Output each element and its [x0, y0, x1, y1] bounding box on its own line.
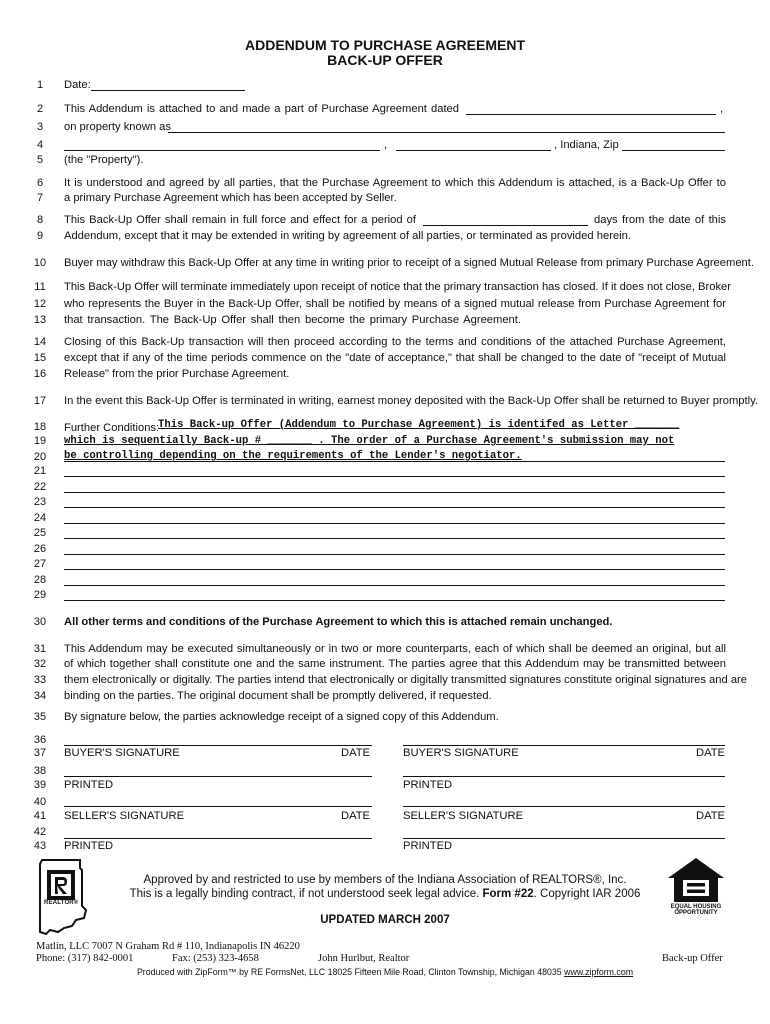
paragraph-line: It is understood and agreed by all parties, that the Purchase Agreement to which this Addendum is attached, is a Back-Up Offer to — [64, 177, 726, 189]
date-label: DATE — [341, 747, 371, 759]
comma: , — [720, 103, 724, 115]
paragraph-line: Closing of this Back-Up transaction will then proceed according to the terms and conditions of the attached Purchase Agreement, — [64, 336, 726, 348]
paragraph-line: This Back-Up Offer will terminate immediately upon receipt of notice that the primary transaction has closed. If it does not close, Broker — [64, 281, 731, 293]
line-number: 13 — [33, 314, 47, 326]
updated-date: UPDATED MARCH 2007 — [320, 914, 450, 926]
line-number: 38 — [33, 765, 47, 777]
condition-line[interactable] — [64, 585, 725, 586]
paragraph-line: In the event this Back-Up Offer is terminated in writing, earnest money deposited with the Back-Up Offer shall be returned to Buyer promptly. — [64, 395, 758, 407]
paragraph-line: This Addendum may be executed simultaneously or in two or more counterparts, each of which shall be deemed an original, but all — [64, 643, 726, 655]
property-label: on property known as — [64, 121, 171, 133]
line-number: 39 — [33, 779, 47, 791]
printed-label: PRINTED — [64, 779, 114, 791]
form-title: ADDENDUM TO PURCHASE AGREEMENT — [244, 37, 525, 53]
paragraph-line: except that if any of the time periods commence on the "date of acceptance," that shall be changed to the date of "receipt of Mutual — [64, 352, 726, 364]
further-conditions-text: be controlling depending on the requirements of the Lender's negotiator. — [64, 450, 522, 462]
further-conditions-text: which is sequentially Back-up # _______ . The order of a Purchase Agreement's submission may not — [64, 435, 675, 447]
paragraph-line: who represents the Buyer in the Back-Up Offer, shall be notified by means of a signed mutual release from Purchase Agreement for — [64, 298, 726, 310]
footer-fax: Fax: (253) 323-4658 — [172, 953, 259, 964]
property-definition: (the "Property"). — [64, 154, 144, 166]
buyer-printed-line[interactable] — [403, 776, 725, 777]
line-number: 20 — [33, 451, 47, 463]
printed-label: PRINTED — [64, 840, 114, 852]
paragraph-line: binding on the parties. The original document shall be promptly delivered, if requested. — [64, 690, 492, 702]
paragraph-line: of which together shall constitute one and the same instrument. The parties agree that this Addendum may be transmitted between — [64, 658, 726, 670]
produced-with-text: Produced with ZipForm™ by RE FormsNet, LLC 18025 Fifteen Mile Road, Clinton Township, Michigan 48035 — [136, 967, 562, 977]
line-number: 6 — [36, 177, 44, 189]
condition-line[interactable] — [64, 523, 725, 524]
condition-line[interactable] — [64, 569, 725, 570]
form-subtitle: BACK-UP OFFER — [327, 52, 443, 68]
paragraph-line: Buyer may withdraw this Back-Up Offer at any time in writing prior to receipt of a signed Mutual Release from primary Purchase Agreement. — [64, 257, 754, 269]
paragraph-line: a primary Purchase Agreement which has been accepted by Seller. — [64, 192, 397, 204]
footer-produced — [0, 967, 770, 977]
line-number: 8 — [36, 214, 44, 226]
paragraph-line: that transaction. The Back-Up Offer shall then become the primary Purchase Agreement. — [64, 314, 521, 326]
copyright-text: . Copyright IAR 2006 — [533, 888, 641, 900]
further-conditions-text: This Back-up Offer (Addendum to Purchase Agreement) is identifed as Letter _______ — [158, 419, 680, 431]
buyer-printed-line[interactable] — [64, 776, 372, 777]
printed-label: PRINTED — [403, 840, 453, 852]
line-number: 43 — [33, 840, 47, 852]
equal-housing-logo — [666, 856, 726, 918]
line-number: 26 — [33, 543, 47, 555]
equal-housing-text: OPPORTUNITY — [674, 910, 718, 916]
legal-advice-text: This is a legally binding contract, if not understood seek legal advice. — [129, 888, 480, 900]
paragraph-line: Addendum, except that it may be extended in writing by agreement of all parties, or terminated as provided herein. — [64, 230, 631, 242]
line-number: 3 — [36, 121, 44, 133]
condition-line[interactable] — [64, 507, 725, 508]
paragraph-line: Release" from the prior Purchase Agreement. — [64, 368, 290, 380]
line-number: 10 — [33, 257, 47, 269]
line-number: 35 — [33, 711, 47, 723]
line-number: 34 — [33, 690, 47, 702]
line-number: 17 — [33, 395, 47, 407]
terms-unchanged: All other terms and conditions of the Purchase Agreement to which this is attached remain unchanged. — [64, 616, 613, 628]
line-number: 12 — [33, 298, 47, 310]
line-number: 42 — [33, 826, 47, 838]
date-label: DATE — [341, 810, 371, 822]
line-number: 28 — [33, 574, 47, 586]
line-number: 29 — [33, 589, 47, 601]
seller-signature-label: SELLER'S SIGNATURE — [64, 810, 185, 822]
line-number: 40 — [33, 796, 47, 808]
line-number: 18 — [33, 421, 47, 433]
line-number: 11 — [34, 281, 46, 293]
line-number: 41 — [33, 810, 47, 822]
condition-line[interactable] — [64, 492, 725, 493]
line-number: 19 — [33, 435, 47, 447]
line-number: 9 — [36, 230, 44, 242]
condition-line[interactable] — [64, 538, 725, 539]
line-number: 7 — [36, 192, 44, 204]
line-number: 37 — [33, 747, 47, 759]
zipform-link[interactable]: www.zipform.com — [564, 967, 634, 977]
line-number: 25 — [33, 527, 47, 539]
seller-signature-line[interactable] — [64, 806, 372, 807]
equal-housing-text: EQUAL HOUSING — [670, 904, 722, 910]
date-field[interactable] — [91, 90, 245, 91]
zip-field[interactable] — [622, 150, 725, 151]
line-number: 14 — [33, 336, 47, 348]
comma: , — [384, 139, 388, 151]
indiana-zip-label: , Indiana, Zip — [554, 139, 619, 151]
indiana-realtor-logo — [36, 858, 92, 941]
line-number: 2 — [36, 103, 44, 115]
approval-line: Approved by and restricted to use by members of the Indiana Association of REALTORS®, Inc. — [143, 874, 627, 886]
condition-line[interactable] — [64, 600, 725, 601]
line-number: 36 — [33, 734, 47, 746]
paragraph-line: This Back-Up Offer shall remain in full force and effect for a period of — [64, 214, 416, 226]
line-number: 23 — [33, 496, 47, 508]
line-number: 5 — [36, 154, 44, 166]
paragraph-line: them electronically or digitally. The parties intend that electronically or digitally transmitted signatures constitute original signatures and are — [64, 674, 747, 686]
line-number: 32 — [33, 658, 47, 670]
further-conditions-label: Further Conditions: — [64, 422, 160, 434]
line-number: 31 — [33, 643, 47, 655]
line-number: 27 — [33, 558, 47, 570]
seller-signature-line[interactable] — [403, 806, 725, 807]
condition-line[interactable] — [64, 476, 725, 477]
approval-line-2 — [100, 887, 670, 901]
paragraph-line: By signature below, the parties acknowledge receipt of a signed copy of this Addendum. — [64, 711, 499, 723]
footer-doc-name: Back-up Offer — [662, 953, 723, 964]
property-city-field[interactable] — [396, 150, 551, 151]
equal-housing-house-icon — [666, 856, 726, 904]
date-label: DATE — [696, 810, 726, 822]
property-street-field[interactable] — [64, 150, 380, 151]
date-label: DATE — [696, 747, 726, 759]
line-number: 16 — [33, 368, 47, 380]
line-number: 1 — [36, 79, 44, 91]
line-number: 4 — [36, 139, 44, 151]
line-number: 15 — [33, 352, 47, 364]
buyer-signature-label: BUYER'S SIGNATURE — [64, 747, 180, 759]
addendum-attached-text: This Addendum is attached to and made a part of Purchase Agreement dated — [64, 103, 459, 115]
line-number: 21 — [33, 465, 47, 477]
days-field[interactable] — [423, 225, 588, 226]
purchase-agreement-date-field[interactable] — [466, 114, 716, 115]
date-label: Date: — [64, 79, 91, 91]
footer-phone: Phone: (317) 842-0001 — [36, 953, 134, 964]
line-number: 22 — [33, 481, 47, 493]
footer-company: Matlin, LLC 7007 N Graham Rd # 110, Indianapolis IN 46220 — [36, 941, 300, 952]
line-number: 30 — [33, 616, 47, 628]
condition-line[interactable] — [64, 461, 725, 462]
realtor-logo-label: REALTOR® — [44, 900, 79, 906]
paragraph-line: days from the date of this — [594, 214, 726, 226]
line-number: 33 — [33, 674, 47, 686]
property-address-field[interactable] — [168, 132, 725, 133]
form-number: Form #22 — [482, 888, 534, 900]
buyer-signature-label: BUYER'S SIGNATURE — [403, 747, 519, 759]
footer-agent: John Hurlbut, Realtor — [318, 953, 410, 964]
seller-signature-label: SELLER'S SIGNATURE — [403, 810, 524, 822]
printed-label: PRINTED — [403, 779, 453, 791]
line-number: 24 — [33, 512, 47, 524]
condition-line[interactable] — [64, 554, 725, 555]
